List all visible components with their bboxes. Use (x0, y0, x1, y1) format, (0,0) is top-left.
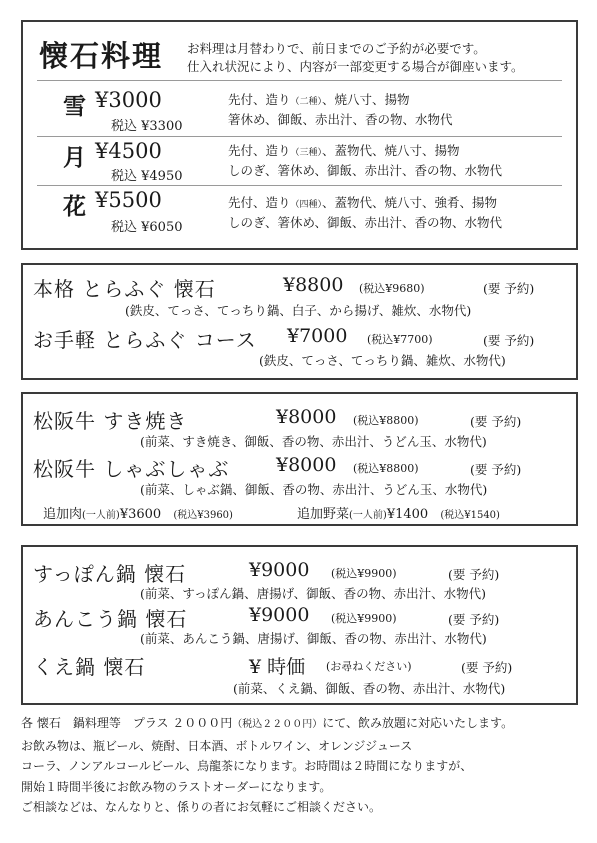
items-text: しのぎ、箸休め、御飯、赤出汁、香の物、水物代 (228, 215, 503, 230)
footer-line: お飲み物は、瓶ビール、焼酎、日本酒、ボトルワイン、オレンジジュース (21, 738, 413, 753)
menu-items: (前菜、くえ鍋、御飯、香の物、赤出汁、水物代) (233, 681, 506, 696)
course-name-hana: 花 (63, 193, 86, 220)
additional-veg-unit: (一人前) (349, 510, 387, 521)
footer-text: 各 懐石 鍋料理等 プラス ２０００円 (21, 716, 233, 730)
menu-items: (前菜、しゃぶ鍋、御飯、香の物、赤出汁、うどん玉、水物代) (140, 482, 488, 497)
course-name-tsuki: 月 (63, 144, 86, 171)
footer-line: 開始１時間半後にお飲み物のラストオーダーになります。 (21, 779, 332, 794)
divider (37, 136, 562, 137)
menu-reservation-note: (要 予約) (448, 567, 500, 582)
additional-meat-label: 追加肉 (43, 507, 83, 522)
menu-reservation-note: (要 予約) (470, 462, 522, 477)
items-text: 箸休め、御飯、赤出汁、香の物、水物代 (228, 112, 453, 127)
menu-price: ¥9000 (249, 559, 310, 581)
footer-line (21, 713, 581, 736)
menu-title: 本格 とらふぐ 懐石 (33, 277, 216, 301)
course-price-yuki: ¥3000 (95, 88, 162, 112)
items-text: 、蓋物代、焼八寸、揚物 (322, 143, 460, 158)
additional-meat (43, 503, 233, 522)
items-kind: （二種） (290, 97, 323, 107)
menu-tax: (税込¥9900) (331, 567, 397, 580)
items-text: 先付、造り (228, 195, 291, 210)
items-kind: （四種） (290, 200, 323, 210)
footer-line: ご相談などは、なんなりと、係りの者にお気軽にご相談ください。 (21, 800, 382, 814)
menu-tax: (税込¥7700) (367, 333, 433, 346)
menu-items: (前菜、あんこう鍋、唐揚げ、御飯、香の物、赤出汁、水物代) (140, 631, 487, 646)
menu-title: すっぽん鍋 懐石 (33, 562, 187, 586)
footer-text: にて、飲み放題に対応いたします。 (322, 716, 514, 730)
menu-price: ¥7000 (287, 325, 348, 347)
kaiseki-title: 懐石料理 (39, 39, 164, 73)
items-kind: （三種） (290, 148, 323, 158)
additional-vegetables (297, 503, 500, 522)
footer-notes (21, 713, 581, 818)
items-text: しのぎ、箸休め、御飯、赤出汁、香の物、水物代 (228, 163, 503, 178)
menu-title: 松阪牛 すき焼き (33, 409, 188, 433)
footer-tax: （税込２２００円） (232, 719, 323, 730)
menu-items: (鉄皮、てっさ、てっちり鍋、白子、から揚げ、雑炊、水物代) (125, 303, 472, 318)
beef-section (21, 392, 578, 526)
additional-veg-label: 追加野菜 (297, 507, 350, 522)
items-text: 、蓋物代、焼八寸、強肴、揚物 (322, 195, 498, 210)
nabe-section (21, 545, 578, 705)
menu-reservation-note: (要 予約) (470, 414, 522, 429)
footer-line: コーラ、ノンアルコールビール、烏龍茶になります。お時間は２時間になりますが、 (21, 759, 473, 773)
menu-reservation-note: (要 予約) (448, 612, 500, 627)
menu-items: (前菜、すき焼き、御飯、香の物、赤出汁、うどん玉、水物代) (140, 434, 487, 449)
menu-tax: (税込¥9680) (359, 282, 425, 295)
menu-tax: (お尋ねください) (326, 660, 412, 673)
course-items-hana (228, 194, 502, 232)
menu-tax: (税込¥8800) (353, 462, 419, 475)
menu-title: お手軽 とらふぐ コース (33, 328, 257, 352)
course-name-yuki: 雪 (63, 93, 86, 120)
course-tax-yuki: 税込 ¥3300 (111, 119, 183, 134)
menu-items: (前菜、すっぽん鍋、唐揚げ、御飯、香の物、赤出汁、水物代) (140, 586, 487, 601)
menu-price: ¥9000 (249, 604, 310, 626)
course-items-tsuki (228, 142, 502, 180)
additional-veg-price: ¥1400 (386, 507, 429, 522)
menu-items: (鉄皮、てっさ、てっちり鍋、雑炊、水物代) (259, 353, 506, 368)
menu-reservation-note: (要 予約) (483, 333, 535, 348)
items-text: 、焼八寸、揚物 (322, 92, 410, 107)
menu-title: 松阪牛 しゃぶしゃぶ (33, 457, 230, 481)
divider (37, 80, 562, 81)
items-text: 先付、造り (228, 92, 291, 107)
additional-veg-tax: (税込¥1540) (440, 510, 500, 521)
additional-meat-tax: (税込¥3960) (173, 510, 233, 521)
kaiseki-note-1: お料理は月替わりで、前日までのご予約が必要です。 (187, 41, 486, 56)
menu-reservation-note: (要 予約) (483, 281, 535, 296)
course-tax-hana: 税込 ¥6050 (111, 220, 183, 235)
course-tax-tsuki: 税込 ¥4950 (111, 169, 183, 184)
menu-title: あんこう鍋 懐石 (33, 607, 188, 631)
divider (37, 185, 562, 186)
additional-meat-unit: (一人前) (82, 510, 120, 521)
course-price-tsuki: ¥4500 (95, 139, 162, 163)
menu-price: ¥8000 (276, 406, 337, 428)
additional-meat-price: ¥3600 (119, 507, 162, 522)
menu-tax: (税込¥8800) (353, 414, 419, 427)
items-text: 先付、造り (228, 143, 291, 158)
menu-tax: (税込¥9900) (331, 612, 397, 625)
fugu-section (21, 263, 578, 380)
menu-reservation-note: (要 予約) (461, 660, 513, 675)
course-items-yuki (228, 91, 453, 129)
menu-price: ¥8800 (283, 274, 344, 296)
course-price-hana: ¥5500 (95, 188, 162, 212)
kaiseki-section (21, 20, 578, 250)
menu-price: ¥ 時価 (249, 656, 306, 678)
menu-title: くえ鍋 懐石 (33, 655, 146, 679)
menu-price: ¥8000 (276, 454, 337, 476)
kaiseki-note-2: 仕入れ状況により、内容が一部変更する場合が御座います。 (187, 59, 524, 74)
